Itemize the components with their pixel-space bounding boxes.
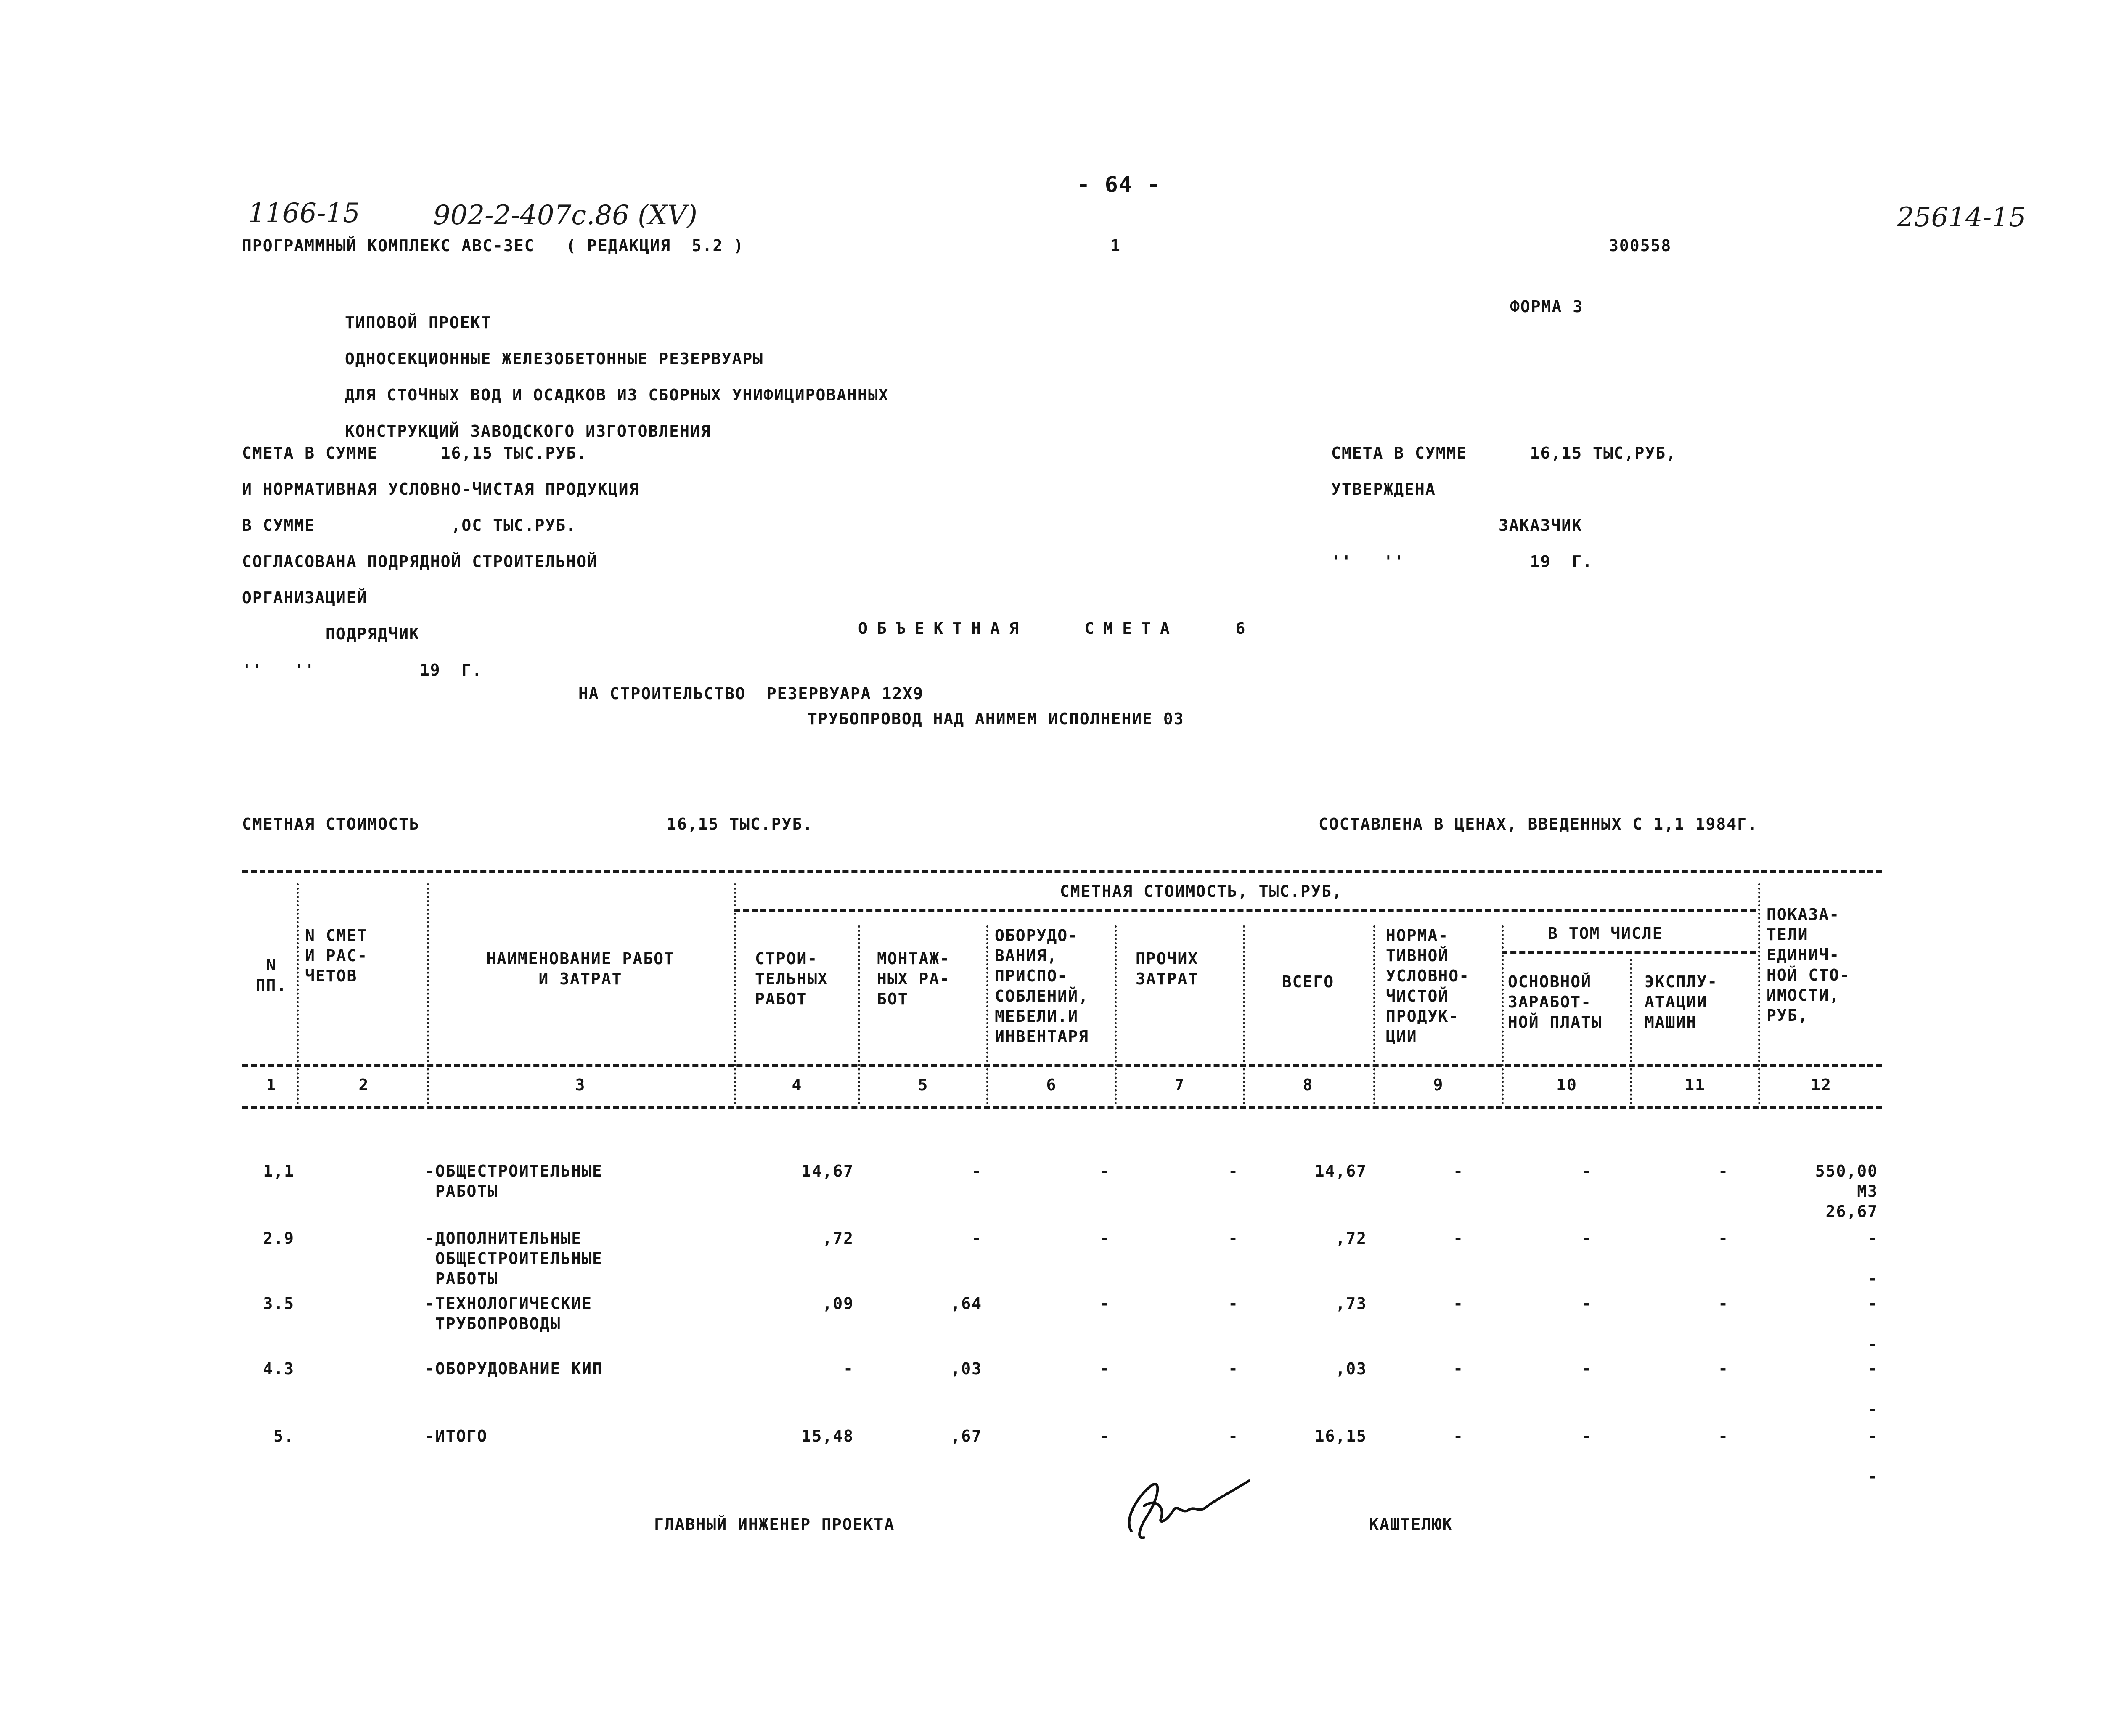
row-installation: - <box>972 1162 982 1180</box>
left-block-line: СОГЛАСОВАНА ПОДРЯДНОЙ СТРОИТЕЛЬНОЙ <box>242 552 598 571</box>
sheet-number: 1 <box>1110 236 1121 255</box>
row-wages: - <box>1581 1427 1592 1445</box>
left-approval-block <box>242 427 639 696</box>
row-other: - <box>1228 1162 1239 1180</box>
handwritten-code-right: 25614-15 <box>1897 202 2026 233</box>
right-approval-block <box>1331 427 1677 588</box>
column-separator <box>1373 925 1375 1104</box>
row-equipment: - <box>1100 1427 1110 1445</box>
row-equipment: - <box>1100 1229 1110 1248</box>
prices-note: СОСТАВЛЕНА В ЦЕНАХ, ВВЕДЕННЫХ С 1,1 1984Г. <box>1319 815 1758 833</box>
handwritten-code-left: 1166-15 <box>248 198 360 229</box>
row-number: 1,1 <box>263 1162 294 1180</box>
row-installation: ,64 <box>951 1294 982 1313</box>
column-separator <box>734 883 736 1104</box>
col-header-10: ОСНОВНОЙ ЗАРАБОТ- НОЙ ПЛАТЫ <box>1508 973 1602 1031</box>
row-unit-cost: - - <box>1867 1360 1878 1418</box>
right-block-line: СМЕТА В СУММЕ 16,15 ТЫС,РУБ, <box>1331 444 1677 462</box>
column-separator <box>1502 925 1504 1104</box>
row-total: ,72 <box>1335 1229 1367 1248</box>
row-wages: - <box>1581 1294 1592 1313</box>
table-rule-subgroup <box>1502 951 1756 954</box>
row-machines: - <box>1718 1162 1729 1180</box>
row-number: 3.5 <box>263 1294 294 1313</box>
signature-icon <box>1115 1468 1253 1548</box>
right-block-line: ЗАКАЗЧИК <box>1331 516 1583 535</box>
project-line: ДЛЯ СТОЧНЫХ ВОД И ОСАДКОВ ИЗ СБОРНЫХ УНИФИЦИРОВАННЫХ <box>345 386 889 404</box>
right-block-line: '' '' 19 Г. <box>1331 552 1593 571</box>
column-separator <box>1758 883 1760 1104</box>
left-block-line: СМЕТА В СУММЕ 16,15 ТЫС.РУБ. <box>242 444 587 462</box>
row-total: 14,67 <box>1314 1162 1367 1180</box>
row-wages: - <box>1581 1360 1592 1378</box>
in-that-number-header: В ТОМ ЧИСЛЕ <box>1548 924 1663 943</box>
title-line-1: НА СТРОИТЕЛЬСТВО РЕЗЕРВУАРА 12Х9 <box>578 684 924 703</box>
col-header-3: НАИМЕНОВАНИЕ РАБОТ И ЗАТРАТ <box>486 949 675 988</box>
row-construction: ,72 <box>822 1229 854 1248</box>
col-number: 8 <box>1303 1076 1314 1094</box>
row-total: ,03 <box>1335 1360 1367 1378</box>
row-unit-cost: 550,00 М3 26,67 <box>1815 1162 1878 1221</box>
row-net-product: - <box>1453 1427 1464 1445</box>
col-header-11: ЭКСПЛУ- АТАЦИИ МАШИН <box>1645 973 1718 1031</box>
row-name: -ТЕХНОЛОГИЧЕСКИЕ ТРУБОПРОВОДЫ <box>425 1294 593 1333</box>
col-header-1: N ПП. <box>255 956 287 994</box>
col-header-8: ВСЕГО <box>1282 973 1335 991</box>
col-number: 6 <box>1046 1076 1057 1094</box>
col-number: 11 <box>1685 1076 1706 1094</box>
right-block-line: УТВЕРЖДЕНА <box>1331 480 1436 498</box>
row-machines: - <box>1718 1294 1729 1313</box>
cost-value: 16,15 ТЫС.РУБ. <box>667 815 813 833</box>
row-installation: ,03 <box>951 1360 982 1378</box>
row-name: -ДОПОЛНИТЕЛЬНЫЕ ОБЩЕСТРОИТЕЛЬНЫЕ РАБОТЫ <box>425 1229 603 1288</box>
row-total: 16,15 <box>1314 1427 1367 1445</box>
row-net-product: - <box>1453 1360 1464 1378</box>
title-line-2: ТРУБОПРОВОД НАД АНИМЕМ ИСПОЛНЕНИЕ 03 <box>808 710 1184 728</box>
col-number: 10 <box>1556 1076 1577 1094</box>
row-unit-cost: - - <box>1867 1229 1878 1288</box>
row-net-product: - <box>1453 1162 1464 1180</box>
left-block-line: ОРГАНИЗАЦИЕЙ <box>242 588 368 607</box>
left-block-line: ПОДРЯДЧИК <box>242 625 420 643</box>
project-line: ТИПОВОЙ ПРОЕКТ <box>345 313 492 332</box>
row-construction: 15,48 <box>801 1427 854 1445</box>
left-block-line: В СУММЕ ,ОС ТЫС.РУБ. <box>242 516 577 535</box>
row-installation: - <box>972 1229 982 1248</box>
document-title: ОБЪЕКТНАЯ СМЕТА 6 <box>858 619 1255 638</box>
row-installation: ,67 <box>951 1427 982 1445</box>
table-rule-header-bottom <box>242 1064 1882 1067</box>
handwritten-code-mid: 902-2-407c.86 (XV) <box>433 200 697 231</box>
col-header-9: НОРМА- ТИВНОЙ УСЛОВНО- ЧИСТОЙ ПРОДУК- ЦИИ <box>1386 926 1470 1046</box>
col-number: 5 <box>918 1076 929 1094</box>
row-unit-cost: - - <box>1867 1294 1878 1353</box>
project-line: ОДНОСЕКЦИОННЫЕ ЖЕЛЕЗОБЕТОННЫЕ РЕЗЕРВУАРЫ <box>345 350 764 368</box>
row-number: 4.3 <box>263 1360 294 1378</box>
col-number: 3 <box>575 1076 586 1094</box>
page-number: - 64 - <box>1077 172 1161 197</box>
col-number: 9 <box>1433 1076 1444 1094</box>
column-separator <box>297 883 299 1104</box>
program-header: ПРОГРАММНЫЙ КОМПЛЕКС АВС-3ЕС ( РЕДАКЦИЯ 5.2 ) <box>242 236 744 255</box>
row-unit-cost: - - <box>1867 1427 1878 1486</box>
row-name: -ОБОРУДОВАНИЕ КИП <box>425 1360 603 1378</box>
cost-label: СМЕТНАЯ СТОИМОСТЬ <box>242 815 420 833</box>
table-rule-top <box>242 870 1882 873</box>
col-number: 1 <box>266 1076 277 1094</box>
footer-name: КАШТЕЛЮК <box>1369 1515 1453 1534</box>
column-separator <box>986 925 988 1104</box>
row-equipment: - <box>1100 1360 1110 1378</box>
form-label: ФОРМА 3 <box>1510 297 1584 316</box>
row-total: ,73 <box>1335 1294 1367 1313</box>
row-other: - <box>1228 1229 1239 1248</box>
col-header-12: ПОКАЗА- ТЕЛИ ЕДИНИЧ- НОЙ СТО- ИМОСТИ, РУБ, <box>1767 905 1851 1025</box>
row-name: -ИТОГО <box>425 1427 488 1445</box>
col-number: 12 <box>1811 1076 1832 1094</box>
col-header-4: СТРОИ- ТЕЛЬНЫХ РАБОТ <box>755 949 829 1008</box>
table-rule-numbers-bottom <box>242 1106 1882 1109</box>
row-other: - <box>1228 1294 1239 1313</box>
project-line: КОНСТРУКЦИЙ ЗАВОДСКОГО ИЗГОТОВЛЕНИЯ <box>345 422 711 440</box>
row-number: 2.9 <box>263 1229 294 1248</box>
row-construction: 14,67 <box>801 1162 854 1180</box>
col-header-2: N СМЕТ И РАС- ЧЕТОВ <box>305 926 368 985</box>
column-separator <box>1630 959 1632 1104</box>
row-machines: - <box>1718 1360 1729 1378</box>
row-name: -ОБЩЕСТРОИТЕЛЬНЫЕ РАБОТЫ <box>425 1162 603 1201</box>
row-machines: - <box>1718 1427 1729 1445</box>
col-number: 7 <box>1174 1076 1185 1094</box>
left-block-line: '' '' 19 Г. <box>242 661 483 679</box>
row-construction: ,09 <box>822 1294 854 1313</box>
document-id: 300558 <box>1609 236 1672 255</box>
col-header-7: ПРОЧИХ ЗАТРАТ <box>1136 949 1199 988</box>
footer-role: ГЛАВНЫЙ ИНЖЕНЕР ПРОЕКТА <box>654 1515 895 1534</box>
col-number: 2 <box>358 1076 369 1094</box>
col-header-5: МОНТАЖ- НЫХ РА- БОТ <box>877 949 951 1008</box>
row-wages: - <box>1581 1162 1592 1180</box>
row-construction: - <box>843 1360 854 1378</box>
column-separator <box>1243 925 1245 1104</box>
group-header: СМЕТНАЯ СТОИМОСТЬ, ТЫС.РУБ, <box>1060 882 1343 901</box>
column-separator <box>858 925 860 1104</box>
row-net-product: - <box>1453 1229 1464 1248</box>
col-header-6: ОБОРУДО- ВАНИЯ, ПРИСПО- СОБЛЕНИЙ, МЕБЕЛИ.И ИНВЕНТАРЯ <box>995 926 1089 1046</box>
row-number: 5. <box>273 1427 294 1445</box>
row-machines: - <box>1718 1229 1729 1248</box>
col-number: 4 <box>792 1076 803 1094</box>
row-wages: - <box>1581 1229 1592 1248</box>
table-rule-group <box>734 909 1756 912</box>
row-other: - <box>1228 1427 1239 1445</box>
row-equipment: - <box>1100 1294 1110 1313</box>
row-other: - <box>1228 1360 1239 1378</box>
row-net-product: - <box>1453 1294 1464 1313</box>
column-separator <box>427 883 429 1104</box>
left-block-line: И НОРМАТИВНАЯ УСЛОВНО-ЧИСТАЯ ПРОДУКЦИЯ <box>242 480 640 498</box>
row-equipment: - <box>1100 1162 1110 1180</box>
column-separator <box>1115 925 1117 1104</box>
